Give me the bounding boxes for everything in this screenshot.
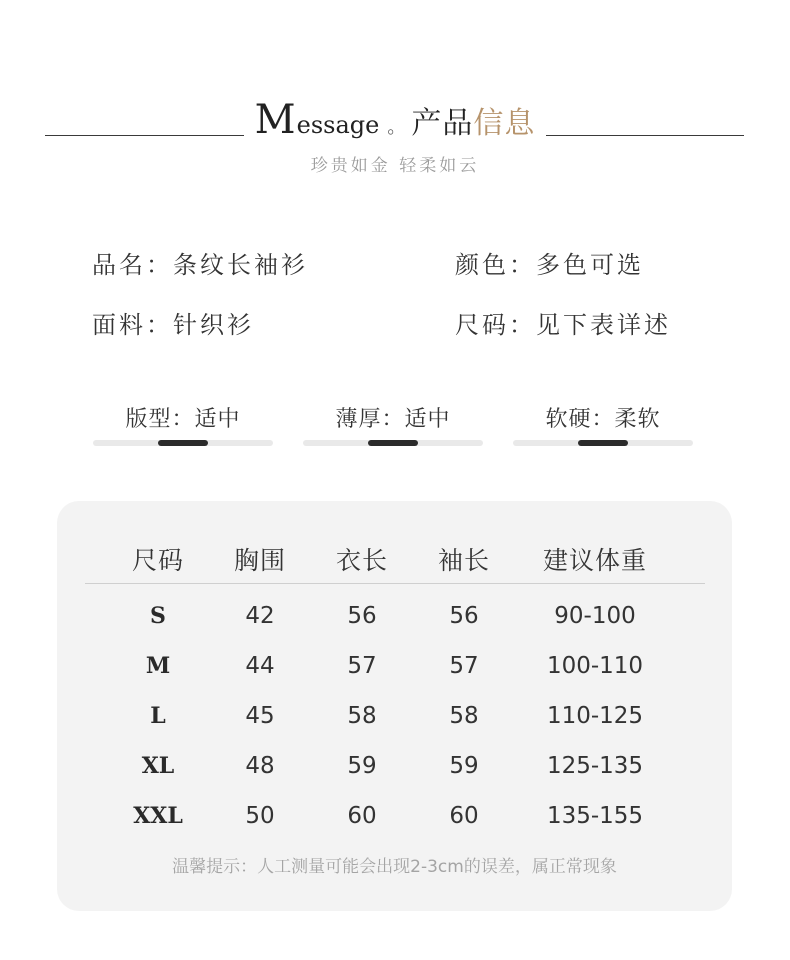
softness-slider-thumb (578, 440, 628, 446)
row-xxl-sleeve: 60 (449, 803, 479, 829)
row-l-chest: 45 (245, 703, 275, 729)
product-fabric: 面料：针织衫 (92, 311, 254, 339)
header-sleeve: 袖长 (437, 546, 490, 575)
title-cn-accent: 信息 (473, 106, 536, 141)
row-l-size: L (150, 703, 166, 729)
row-xxl-weight: 135-155 (546, 803, 644, 829)
title-initial: M (254, 97, 296, 143)
section-title (0, 98, 790, 142)
row-l-length: 58 (347, 703, 377, 729)
header-chest: 胸围 (233, 546, 286, 575)
header-weight: 建议体重 (542, 546, 647, 575)
row-xl-chest: 48 (245, 753, 275, 779)
product-size: 尺码：见下表详述 (455, 311, 671, 339)
softness-label: 软硬：柔软 (545, 407, 661, 432)
row-m-sleeve: 57 (449, 653, 479, 679)
row-m-length: 57 (347, 653, 377, 679)
row-m-weight: 100-110 (546, 653, 644, 679)
row-xl-sleeve: 59 (449, 753, 479, 779)
row-xxl-chest: 50 (245, 803, 275, 829)
row-xl-length: 59 (347, 753, 377, 779)
product-name: 品名：条纹长袖衫 (92, 251, 308, 279)
row-xl-size: XL (141, 753, 175, 779)
title-word: essage (296, 111, 380, 139)
header-length: 衣长 (335, 546, 388, 575)
product-color: 颜色：多色可选 (455, 251, 644, 279)
row-s-chest: 42 (245, 603, 275, 629)
row-s-length: 56 (347, 603, 377, 629)
row-m-chest: 44 (245, 653, 275, 679)
section-subtitle: 珍贵如金 轻柔如云 (310, 156, 480, 176)
row-xxl-size: XXL (133, 803, 183, 829)
measurement-note: 温馨提示：人工测量可能会出现2-3cm的误差，属正常现象 (172, 857, 617, 877)
row-xl-weight: 125-135 (546, 753, 644, 779)
thickness-label: 薄厚：适中 (335, 407, 451, 432)
row-l-sleeve: 58 (449, 703, 479, 729)
thickness-slider (303, 440, 483, 446)
fit-slider (93, 440, 273, 446)
row-s-size: S (150, 603, 166, 629)
title-dot: 。 (387, 117, 406, 138)
row-xxl-length: 60 (347, 803, 377, 829)
header-size: 尺码 (131, 546, 184, 575)
title-cn-dark: 产品 (411, 106, 474, 141)
softness-slider (513, 440, 693, 446)
fit-label: 版型：适中 (125, 407, 241, 432)
row-s-sleeve: 56 (449, 603, 479, 629)
row-m-size: M (145, 653, 171, 679)
row-l-weight: 110-125 (546, 703, 644, 729)
row-s-weight: 90-100 (554, 603, 636, 629)
table-divider (85, 583, 705, 584)
thickness-slider-thumb (368, 440, 418, 446)
fit-slider-thumb (158, 440, 208, 446)
